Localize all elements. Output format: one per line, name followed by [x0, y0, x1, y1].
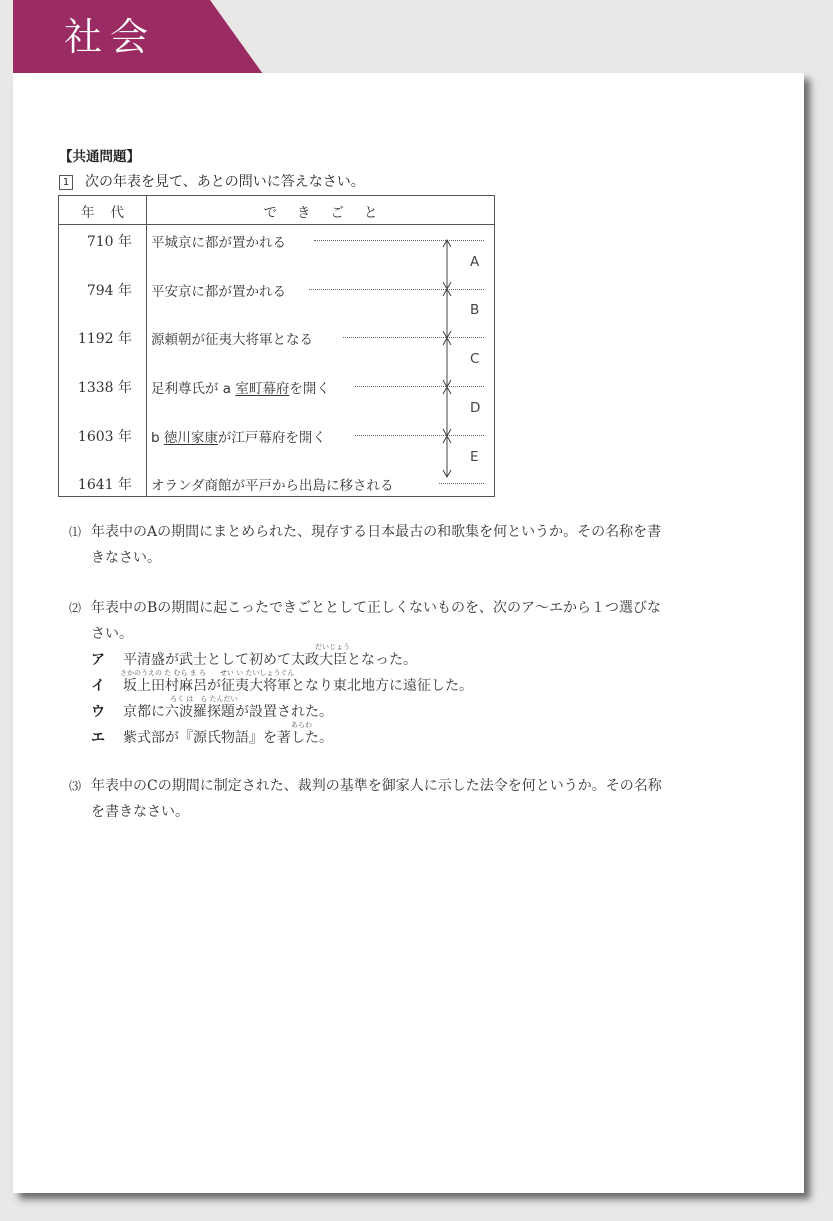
event-cell — [151, 280, 286, 300]
q2-line1: 年表中のBの期間に起こったできごととして正しくないものを、次のア～エから１つ選びな — [91, 600, 662, 616]
option-text: 坂上田村麻呂が征夷大将軍となり東北地方に遠征した。 — [123, 678, 473, 694]
period-arrows-icon — [437, 236, 457, 486]
event-cell — [151, 474, 393, 494]
event-cell — [151, 328, 313, 348]
question-2 — [69, 595, 769, 647]
event-letter: a — [222, 381, 232, 397]
year-cell: 794 年 — [86, 283, 132, 299]
q3-label: ⑶ — [69, 779, 82, 793]
option-key: ウ — [91, 704, 105, 720]
event-text-post: を開く — [289, 381, 330, 397]
leader-dots — [343, 337, 484, 338]
year-cell: 1641 年 — [77, 477, 132, 493]
q1-line1: 年表中のAの期間にまとめられた、現存する日本最古の和歌集を何というか。その名称を書 — [91, 524, 662, 540]
q2-line2: さい。 — [91, 626, 133, 642]
year-cell: 1338 年 — [77, 380, 132, 396]
leader-dots — [314, 240, 484, 241]
header-event: できごと — [263, 205, 398, 221]
subject-title: 社会 — [64, 15, 157, 59]
option-key: ア — [91, 652, 105, 668]
event-cell — [151, 231, 286, 251]
leader-dots — [309, 289, 484, 290]
q2-label: ⑵ — [69, 601, 82, 615]
ruby-note: さかのうえの た むら ま ろ せい い たいしょうぐん — [120, 669, 295, 677]
event-letter: b — [151, 430, 160, 446]
event-text-post: が江戸幕府を開く — [217, 430, 326, 446]
option-c — [91, 701, 333, 721]
event-cell — [151, 377, 330, 397]
period-label-e: E — [470, 449, 479, 465]
q3-line1: 年表中のCの期間に制定された、裁判の基準を御家人に示した法令を何というか。その名称 — [91, 778, 662, 794]
timeline-table — [58, 195, 495, 497]
question-1 — [69, 519, 769, 571]
question-heading — [59, 171, 365, 191]
q1-line2: きなさい。 — [91, 550, 161, 566]
period-label-d: D — [470, 400, 481, 416]
option-d — [91, 727, 333, 747]
year-cell: 1192 年 — [77, 331, 132, 347]
option-key: イ — [91, 678, 105, 694]
question-number: 1 — [59, 175, 73, 190]
ruby-note: だいじょう — [315, 643, 350, 651]
leader-dots — [355, 386, 484, 387]
event-text: 源頼朝が征夷大将軍となる — [151, 332, 313, 348]
option-key: エ — [91, 730, 105, 746]
option-text: 平清盛が武士として初めて太政大臣となった。 — [123, 652, 417, 668]
ruby-note: あらわ — [291, 721, 312, 729]
option-a — [91, 649, 417, 669]
section-title: 【共通問題】 — [59, 149, 140, 165]
table-header — [59, 196, 494, 225]
event-text: 平城京に都が置かれる — [151, 235, 286, 251]
q3-line2: を書きなさい。 — [91, 804, 189, 820]
event-text: オランダ商館が平戸から出島に移される — [151, 478, 394, 494]
column-divider — [146, 196, 147, 496]
exam-page — [13, 73, 804, 1193]
year-cell: 1603 年 — [77, 429, 132, 445]
year-cell: 710 年 — [86, 234, 132, 250]
ruby-note: ろく は ら たんだい — [170, 695, 238, 703]
event-underlined: 徳川家康 — [163, 430, 218, 446]
period-label-c: C — [470, 351, 480, 367]
period-label-b: B — [470, 302, 480, 318]
option-b — [91, 675, 473, 695]
leader-dots — [355, 435, 484, 436]
event-underlined: 室町幕府 — [235, 381, 290, 397]
option-text: 京都に六波羅探題が設置された。 — [123, 704, 333, 720]
period-label-a: A — [470, 254, 480, 270]
question-3 — [69, 773, 769, 825]
q1-label: ⑴ — [69, 525, 82, 539]
header-year: 年代 — [81, 205, 140, 221]
event-cell — [151, 426, 326, 446]
event-text: 平安京に都が置かれる — [151, 284, 286, 300]
event-text: 足利尊氏が — [151, 381, 219, 397]
question-text: 次の年表を見て、あとの問いに答えなさい。 — [85, 174, 365, 190]
option-text: 紫式部が『源氏物語』を著した。 — [123, 730, 333, 746]
